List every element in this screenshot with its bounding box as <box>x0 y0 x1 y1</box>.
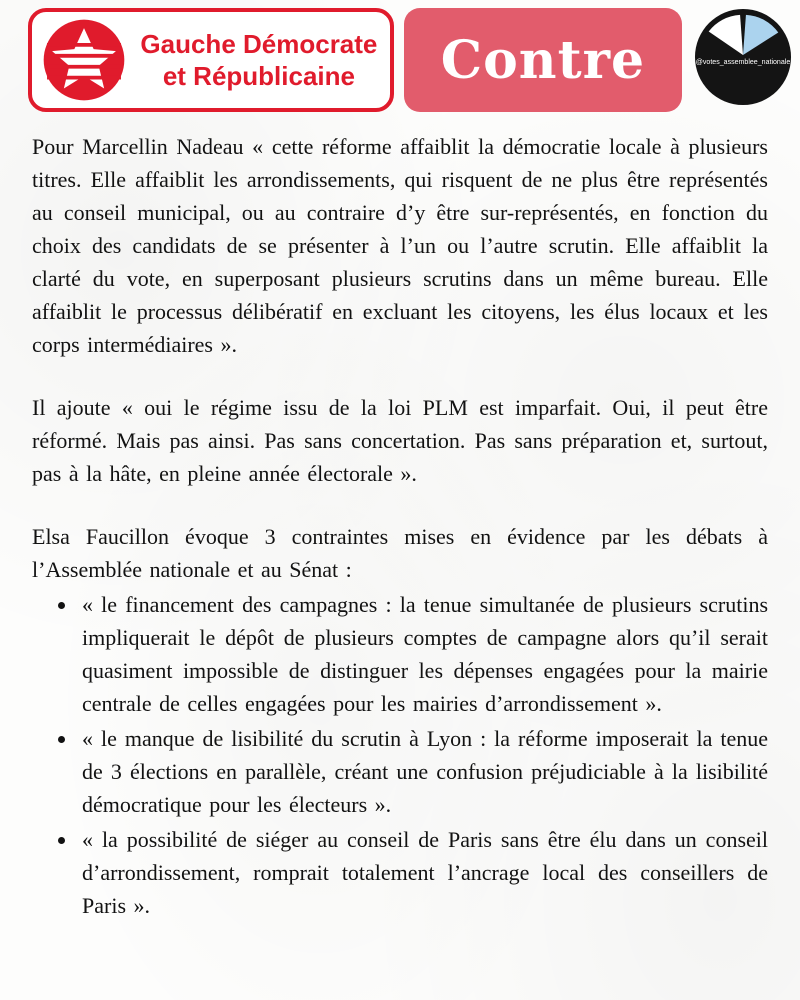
position-label: Contre <box>440 29 646 91</box>
group-name-line1: Gauche Démocrate <box>140 28 378 59</box>
account-avatar-hemicycle-icon <box>694 8 792 106</box>
list-item-lisibilite: • « le manque de lisibilité du scrutin à Lyon : la réforme imposerait la tenue de 3 élections en parallèle, créant une confusion préjudiciable à la lisibilité démocratique pour les électeurs ». <box>78 722 768 821</box>
list-item-financement: • « le financement des campagnes : la tenue simultanée de plusieurs scrutins impliquerait le dépôt de plusieurs comptes de campagne alors qu’il serait quasiment impossible de distinguer les dépenses engagées pour la mairie centrale de celles engagées pour les mairies d’arrondissement ». <box>78 588 768 720</box>
paragraph-nadeau-quote: Pour Marcellin Nadeau « cette réforme affaiblit la démocratie locale à plusieurs titres. Elle affaiblit les arrondissements, qui risquent de ne plus être représentés au conseil municipal, ou au contraire d’y être sur-représentés, en fonction du choix des candidats de se présenter à l’un ou l’autre scrutin. Elle affaiblit la clarté du vote, en superposant plusieurs scrutins dans un même bureau. Elle affaiblit le processus délibératif en excluant les citoyens, les élus locaux et les corps intermédiaires ». <box>32 134 768 357</box>
header <box>0 0 800 112</box>
group-name <box>138 28 380 93</box>
group-name-line2: et Républicaine <box>162 61 355 91</box>
position-badge <box>404 8 682 112</box>
gdr-star-logo-icon <box>42 18 126 102</box>
constraints-list <box>32 588 768 922</box>
paragraph-faucillon-intro: Elsa Faucillon évoque 3 contraintes mises en évidence par les débats à l’Assemblée nationale et au Sénat : <box>32 524 768 582</box>
group-card <box>28 8 394 112</box>
paragraph-plm-quote: Il ajoute « oui le régime issu de la loi PLM est imparfait. Oui, il peut être réformé. Mais pas ainsi. Pas sans concertation. Pas sans préparation et, surtout, pas à la hâte, en pleine année électorale ». <box>32 395 768 486</box>
list-item-conseil-paris: • « la possibilité de siéger au conseil de Paris sans être élu dans un conseil d’arrondissement, romprait totalement l’ancrage local des conseillers de Paris ». <box>78 823 768 922</box>
post-body <box>0 112 800 922</box>
account-handle: @votes_assemblee_nationale <box>695 58 791 66</box>
